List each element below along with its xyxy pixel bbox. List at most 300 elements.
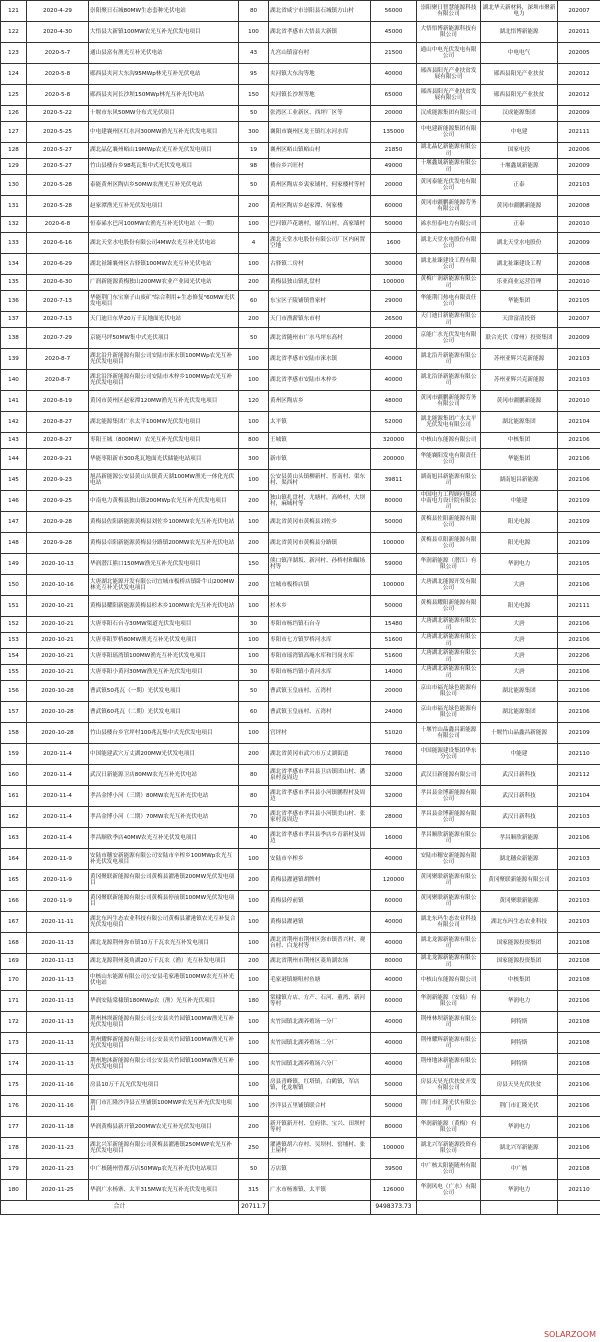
location: 枣阳市杨垱镇石台寺 (269, 617, 371, 633)
location: 杉木乡 (269, 596, 371, 617)
schedule-code: 202009 (558, 328, 600, 349)
parent-company: 大唐 (481, 649, 558, 665)
investment: 39811 (371, 470, 417, 491)
investment: 56000 (371, 1, 417, 22)
table-row (1, 596, 600, 617)
row-number: 162 (1, 807, 27, 828)
location: 楼台乡兴旺村 (269, 159, 371, 175)
capacity: 100 (239, 22, 269, 43)
owner-company: 湖北晶亿新能源有限公司 (417, 143, 481, 159)
schedule-code: 202106 (558, 433, 600, 449)
schedule-code: 202010 (558, 217, 600, 233)
owner-company: 京山市福光绿色能源有限公司 (417, 681, 481, 702)
table-row (1, 786, 600, 807)
table-row (1, 807, 600, 828)
capacity: 100 (239, 933, 269, 954)
capacity: 100 (239, 912, 269, 933)
parent-company: 武汉日新科技 (481, 786, 558, 807)
total-row (1, 1201, 600, 1215)
row-date: 2020-10-28 (27, 702, 89, 723)
row-number: 152 (1, 617, 27, 633)
row-date: 2020-8-27 (27, 412, 89, 433)
table-row (1, 912, 600, 933)
capacity: 800 (239, 433, 269, 449)
project-name: 湖北天堂水电股份有限公司4MW农光互补光伏电站 (89, 233, 239, 254)
project-name: 孝昌顺欣季店40MW农光互补光伏发电项目 (89, 828, 239, 849)
row-date: 2020-5-25 (27, 122, 89, 143)
capacity: 100 (239, 254, 269, 275)
row-number: 129 (1, 159, 27, 175)
table-row (1, 665, 600, 681)
parent-company: 湖北东玛生态农业科技 (481, 912, 558, 933)
location: 湖北省孝感市孝昌县季店乡育新村及周边 (269, 828, 371, 849)
capacity: 80 (239, 786, 269, 807)
parent-company: 湖北兴军新能源 (481, 1138, 558, 1159)
schedule-code: 202106 (558, 633, 600, 649)
schedule-code: 202109 (558, 512, 600, 533)
table-row (1, 143, 600, 159)
row-date: 2020-9-25 (27, 491, 89, 512)
capacity: 100 (239, 1075, 269, 1096)
project-name: 大悟县大新镇100MW农光互补光伏发电项目 (89, 22, 239, 43)
capacity: 100 (239, 349, 269, 370)
project-name: 荆门市汇隆沙洋县五里铺镇100MWP农光互补光伏发电项目 (89, 1096, 239, 1117)
owner-company: 黄冈泰能光伏发电有限公司 (417, 175, 481, 196)
schedule-code: 202012 (558, 85, 600, 106)
schedule-code: 202108 (558, 954, 600, 970)
investment: 28000 (371, 807, 417, 828)
parent-company: 汉成能源集团 (481, 106, 558, 122)
row-number: 166 (1, 891, 27, 912)
capacity: 200 (239, 533, 269, 554)
parent-company: 黄冈聚联新能源 (481, 891, 558, 912)
investment: 16000 (371, 828, 417, 849)
row-number: 122 (1, 22, 27, 43)
schedule-code: 202112 (558, 765, 600, 786)
schedule-code: 202006 (558, 143, 600, 159)
capacity: 200 (239, 491, 269, 512)
schedule-code: 202009 (558, 233, 600, 254)
project-name: 黄梅县佐阳新能源黄梅县刘佐乡100MW农光互补光伏电站 (89, 512, 239, 533)
project-name: 华润潜江熊口150MW渔光互补光伏发电项目 (89, 554, 239, 575)
location: 张湾区工业新区、西坪厂区等 (269, 106, 371, 122)
project-name: 房县10万千瓦光伏发电项目 (89, 1075, 239, 1096)
schedule-code: 202012 (558, 64, 600, 85)
owner-company: 天门迪日新能源有限公司 (417, 312, 481, 328)
capacity: 200 (239, 1117, 269, 1138)
investment: 40000 (371, 912, 417, 933)
location: 襄阳市襄州区龙王镇红水河水库 (269, 122, 371, 143)
investment: 80000 (371, 491, 417, 512)
table-row (1, 491, 600, 512)
capacity: 120 (239, 391, 269, 412)
location: 湖北省荆州市荆州区菱角湖农场 (269, 954, 371, 970)
capacity: 50 (239, 106, 269, 122)
location: 枣阳市七方镇罗桥河水库 (269, 633, 371, 649)
location: 黄州区陶店乡赵家潭、何家楼 (269, 196, 371, 217)
row-date: 2020-9-23 (27, 470, 89, 491)
capacity: 100 (239, 849, 269, 870)
row-date: 2020-11-13 (27, 991, 89, 1012)
row-number: 147 (1, 512, 27, 533)
row-date: 2020-10-28 (27, 723, 89, 744)
row-date: 2020-11-13 (27, 954, 89, 970)
capacity: 180 (239, 991, 269, 1012)
row-date: 2020-5-22 (27, 106, 89, 122)
parent-company: 华润电力 (481, 1117, 558, 1138)
table-row (1, 1138, 600, 1159)
investment: 40000 (371, 933, 417, 954)
investment: 21500 (371, 43, 417, 64)
owner-company: 湖北东玛生态农业科技有限公司 (417, 912, 481, 933)
parent-company: 正泰 (481, 217, 558, 233)
owner-company: 湖北兴军新能源投资有限公司 (417, 1138, 481, 1159)
location: 夹河镇大东沟等地 (269, 64, 371, 85)
parent-company: 中能建 (481, 491, 558, 512)
project-name: 黄冈市黄州区赵家潭120MW渔光互补光伏发电项目 (89, 391, 239, 412)
owner-company: 黄梅县佐阳新能源有限公司 (417, 512, 481, 533)
parent-company: 武汉日新科技 (481, 807, 558, 828)
table-row (1, 433, 600, 449)
investment: 60000 (371, 991, 417, 1012)
location: 夹竹园镇北湖养殖场六分厂 (269, 1054, 371, 1075)
owner-company: 华润风电（广水）有限公司 (417, 1180, 481, 1201)
parent-company: 国家能源投资集团 (481, 933, 558, 954)
row-number: 149 (1, 554, 27, 575)
capacity: 300 (239, 449, 269, 470)
row-number: 136 (1, 291, 27, 312)
row-number: 155 (1, 665, 27, 681)
parent-company: 正泰 (481, 175, 558, 196)
row-date: 2020-11-9 (27, 870, 89, 891)
capacity: 200 (239, 744, 269, 765)
capacity: 100 (239, 512, 269, 533)
project-name: 天门迪日东华20万千瓦地面光伏电站 (89, 312, 239, 328)
parent-company: 华能集团 (481, 449, 558, 470)
row-number: 174 (1, 1054, 27, 1075)
location: 太平镇 (269, 412, 371, 433)
owner-company: 黄梅广润新能源有限公司 (417, 275, 481, 291)
location: 黄州区陶店乡 (269, 391, 371, 412)
investment: 48000 (371, 391, 417, 412)
table-row (1, 175, 600, 196)
table-row (1, 449, 600, 470)
location: 棠棣镇方店、方产、石河、董湾、新河等村 (269, 991, 371, 1012)
table-row (1, 22, 600, 43)
capacity: 200 (239, 196, 269, 217)
schedule-code: 202108 (558, 1012, 600, 1033)
investment: 40000 (371, 1012, 417, 1033)
owner-company: 郧西县阳光产业扶贫发展有限公司 (417, 64, 481, 85)
capacity: 250 (239, 1138, 269, 1159)
capacity: 19 (239, 143, 269, 159)
table-row (1, 575, 600, 596)
location: 广水市杨寨镇、太平镇 (269, 1180, 371, 1201)
project-name: 崇阳聚日石城80MW生态套种光伏电站 (89, 1, 239, 22)
schedule-code: 202106 (558, 470, 600, 491)
schedule-code: 202008 (558, 196, 600, 217)
table-row (1, 85, 600, 106)
parent-company: 苏州亚辉兴克新能源 (481, 370, 558, 391)
row-date: 2020-6-8 (27, 217, 89, 233)
project-name: 荆州地沐新能源有限公司公安县夹竹园镇100MW渔光互补光伏发电项目 (89, 1054, 239, 1075)
table-row (1, 1117, 600, 1138)
location: 古驿镇二房村 (269, 254, 371, 275)
row-date: 2020-10-21 (27, 665, 89, 681)
location: 湖北省孝感市孝昌县小河镇美山村、张家村及周边 (269, 807, 371, 828)
project-name: 竹山县楼台乡官坪村100兆瓦集中式光伏发电项目 (89, 723, 239, 744)
parent-company: 湖南旭昌新能源 (481, 470, 558, 491)
owner-company: 黄梅县卓阳新能源有限公司 (417, 533, 481, 554)
location: 天门市渔薪镇东市村 (269, 312, 371, 328)
schedule-code: 202103 (558, 912, 600, 933)
row-number: 161 (1, 786, 27, 807)
investment: 20000 (371, 328, 417, 349)
capacity: 100 (239, 649, 269, 665)
project-name: 湖北祉臻襄州区古驿镇100MW农光互补光伏电站 (89, 254, 239, 275)
row-number: 169 (1, 954, 27, 970)
table-row (1, 1054, 600, 1075)
investment: 20000 (371, 175, 417, 196)
location: 湖北天堂水电股份有限公司厂区内闲置空地 (269, 233, 371, 254)
capacity: 60 (239, 291, 269, 312)
capacity: 50 (239, 328, 269, 349)
location: 湖北省黄冈市黄梅县分路镇 (269, 533, 371, 554)
row-date: 2020-11-16 (27, 1096, 89, 1117)
schedule-code: 202104 (558, 786, 600, 807)
row-date: 2020-8-7 (27, 349, 89, 370)
row-date: 2020-8-19 (27, 391, 89, 412)
parent-company: 湖北天堂水电股份 (481, 233, 558, 254)
parent-company: 阿特斯 (481, 1033, 558, 1054)
table-row (1, 870, 600, 891)
capacity: 40 (239, 828, 269, 849)
capacity: 150 (239, 554, 269, 575)
investment: 30000 (371, 254, 417, 275)
project-name: 武汉日新能源卫店80MW农光互补光伏电站 (89, 765, 239, 786)
investment: 80000 (371, 1117, 417, 1138)
row-date: 2020-11-25 (27, 1180, 89, 1201)
table-row (1, 828, 600, 849)
owner-company: 湖南旭昌新能源有限公司 (417, 470, 481, 491)
owner-company: 大唐湖北能源开发有限公司 (417, 575, 481, 596)
table-row (1, 349, 600, 370)
investment: 120000 (371, 870, 417, 891)
capacity: 4 (239, 233, 269, 254)
location: 湖北省咸宁市崇阳县石城镇方山村 (269, 1, 371, 22)
schedule-code: 202108 (558, 1054, 600, 1075)
capacity: 50 (239, 175, 269, 196)
location: 湖北省黄冈市黄梅县刘佐乡 (269, 512, 371, 533)
row-date: 2020-11-13 (27, 1033, 89, 1054)
investment: 100000 (371, 275, 417, 291)
schedule-code: 202011 (558, 22, 600, 43)
row-date: 2020-11-18 (27, 1117, 89, 1138)
schedule-code: 202106 (558, 991, 600, 1012)
table-row (1, 43, 600, 64)
schedule-code: 202106 (558, 1096, 600, 1117)
total-label: 合计 (1, 1201, 239, 1215)
row-number: 165 (1, 870, 27, 891)
location: 公安县黄山头镇柳新村、普南村、渠东村、渠西村 (269, 470, 371, 491)
parent-company: 湖北能源集团 (481, 681, 558, 702)
project-name: 华能荆门东宝寨子山废矿"综合利用+生态修复"60MW光伏发电项目 (89, 291, 239, 312)
parent-company: 中核集团 (481, 433, 558, 449)
parent-company: 国家电投 (481, 143, 558, 159)
row-date: 2020-5-8 (27, 64, 89, 85)
project-name: 中国能建武穴万丈湖200MW光伏发电项目 (89, 744, 239, 765)
schedule-code: 202106 (558, 1138, 600, 1159)
schedule-code: 202005 (558, 43, 600, 64)
project-name: 中核山东能源有限公司公安县毛家港镇100MW农光互补光伏电站 (89, 970, 239, 991)
table-row (1, 1075, 600, 1096)
schedule-code: 202108 (558, 933, 600, 954)
project-name: 湖北龙源荆州弥市镇10万千瓦农光互补发电项目 (89, 933, 239, 954)
total-capacity: 20711.7 (239, 1201, 269, 1215)
owner-company: 十堰鑫晟新能源有限公司 (417, 159, 481, 175)
parent-company: 郧西县阳光产业扶贫 (481, 85, 558, 106)
row-number: 177 (1, 1117, 27, 1138)
row-date: 2020-11-23 (27, 1159, 89, 1180)
schedule-code: 202103 (558, 370, 600, 391)
row-number: 128 (1, 143, 27, 159)
project-name: 荆州耀辉新能源有限公司公安县夹竹园镇100MW渔光互补光伏发电项目 (89, 1033, 239, 1054)
project-name: 湖北沿升新能源有限公司安陆市淶水镇100MWp农光互补光伏发电项目 (89, 349, 239, 370)
row-number: 158 (1, 723, 27, 744)
row-date: 2020-11-4 (27, 744, 89, 765)
table-row (1, 617, 600, 633)
owner-company: 黄冈市疆鹏新能源劳务有限公司 (417, 196, 481, 217)
investment: 40000 (371, 370, 417, 391)
owner-company: 湖北能源集团广水太平光伏发电有限公司 (417, 412, 481, 433)
schedule-code: 202105 (558, 291, 600, 312)
table-row (1, 681, 600, 702)
table-row (1, 1180, 600, 1201)
row-date: 2020-4-30 (27, 22, 89, 43)
investment: 24000 (371, 702, 417, 723)
table-row (1, 470, 600, 491)
row-number: 163 (1, 828, 27, 849)
owner-company: 黄冈聚联新能源有限公司 (417, 870, 481, 891)
row-date: 2020-5-7 (27, 43, 89, 64)
owner-company: 崇阳聚日智慧能源科技有限公司 (417, 1, 481, 22)
investment: 59000 (371, 554, 417, 575)
owner-company: 大悟悟博新能源科技有限公司 (417, 22, 481, 43)
capacity: 100 (239, 633, 269, 649)
owner-company: 黄冈市疆鹏新能源劳务有限公司 (417, 391, 481, 412)
row-date: 2020-11-9 (27, 891, 89, 912)
row-date: 2020-7-29 (27, 328, 89, 349)
investment: 50000 (371, 1075, 417, 1096)
project-name: 华能枣阳新市300兆瓦地面光伏储能电站项目 (89, 449, 239, 470)
row-date: 2020-9-28 (27, 512, 89, 533)
parent-company: 大唐 (481, 665, 558, 681)
parent-company: 武汉日新科技 (481, 765, 558, 786)
schedule-code: 202108 (558, 1033, 600, 1054)
table-row (1, 991, 600, 1012)
capacity: 100 (239, 370, 269, 391)
owner-company: 湖北龙源新能源有限公司 (417, 933, 481, 954)
row-number: 167 (1, 912, 27, 933)
location: 襄州区峪山镇峪山村 (269, 143, 371, 159)
owner-company: 荆州地沐新能源有限公司 (417, 1054, 481, 1075)
schedule-code: 202106 (558, 828, 600, 849)
investment: 20000 (371, 681, 417, 702)
row-date: 2020-11-11 (27, 912, 89, 933)
schedule-code: 202007 (558, 312, 600, 328)
parent-company: 湖北穗众新能源 (481, 849, 558, 870)
investment: 51020 (371, 723, 417, 744)
investment: 200000 (371, 449, 417, 470)
table-row (1, 328, 600, 349)
capacity: 315 (239, 1180, 269, 1201)
table-row (1, 512, 600, 533)
location: 曹武镇玉皇庙村、五湾村 (269, 681, 371, 702)
parent-company: 阳光电源 (481, 596, 558, 617)
table-row (1, 159, 600, 175)
parent-company: 联合光伏（常州）投资集团 (481, 328, 558, 349)
schedule-code: 202106 (558, 665, 600, 681)
location: 湖北省孝感市安陆市木梓乡 (269, 370, 371, 391)
row-date: 2020-10-28 (27, 681, 89, 702)
owner-company: 孝昌县金博新能源有限公司 (417, 786, 481, 807)
parent-company: 湖北能源集团 (481, 702, 558, 723)
table-row (1, 744, 600, 765)
row-date: 2020-5-27 (27, 143, 89, 159)
investment: 80000 (371, 954, 417, 970)
row-number: 172 (1, 1012, 27, 1033)
project-name: 湖北晶亿襄州峪山19MWp农光互补光伏发电项目 (89, 143, 239, 159)
parent-company: 荆门市汇隆光伏 (481, 1096, 558, 1117)
schedule-code: 202103 (558, 891, 600, 912)
project-name: 郧西县夹河长沙坝150MWp林光互补光伏电站 (89, 85, 239, 106)
capacity: 100 (239, 1054, 269, 1075)
parent-company: 苏州亚辉兴克新能源 (481, 349, 558, 370)
schedule-code: 202109 (558, 533, 600, 554)
investment: 320000 (371, 433, 417, 449)
owner-company: 湖北天堂水电股份有限公司 (417, 233, 481, 254)
table-row (1, 122, 600, 143)
capacity: 95 (239, 64, 269, 85)
row-number: 171 (1, 991, 27, 1012)
parent-company: 大唐 (481, 575, 558, 596)
owner-company: 中电建新能源集团有限公司 (417, 122, 481, 143)
investment: 40000 (371, 849, 417, 870)
row-date: 2020-9-28 (27, 533, 89, 554)
row-number: 173 (1, 1033, 27, 1054)
capacity: 200 (239, 870, 269, 891)
project-name: 广润新能源黄梅独山200MW农业产业园光伏电站 (89, 275, 239, 291)
table-row (1, 633, 600, 649)
owner-company: 孝昌县金博新能源有限公司 (417, 807, 481, 828)
capacity: 70 (239, 807, 269, 828)
location: 安陆市辛榨乡 (269, 849, 371, 870)
owner-company: 华润新能源（黄梅）有限公司 (417, 1117, 481, 1138)
owner-company: 大唐湖北新能源有限公司 (417, 665, 481, 681)
investment: 1600 (371, 233, 417, 254)
schedule-code: 202206 (558, 649, 600, 665)
row-number: 123 (1, 43, 27, 64)
location: 毛家港镇塘咀村鱼塘 (269, 970, 371, 991)
table-row (1, 933, 600, 954)
location: 新开镇新开村、皇府律、宝兴、田坝村等村 (269, 1117, 371, 1138)
row-date: 2020-4-29 (27, 1, 89, 22)
row-number: 146 (1, 491, 27, 512)
project-name: 中南电力黄梅县独山镇200MWp农光互补光伏发电项目 (89, 491, 239, 512)
project-name: 孝昌金博小河（三期）80MW农光互补光伏电站 (89, 786, 239, 807)
row-number: 150 (1, 575, 27, 596)
investment: 20000 (371, 106, 417, 122)
